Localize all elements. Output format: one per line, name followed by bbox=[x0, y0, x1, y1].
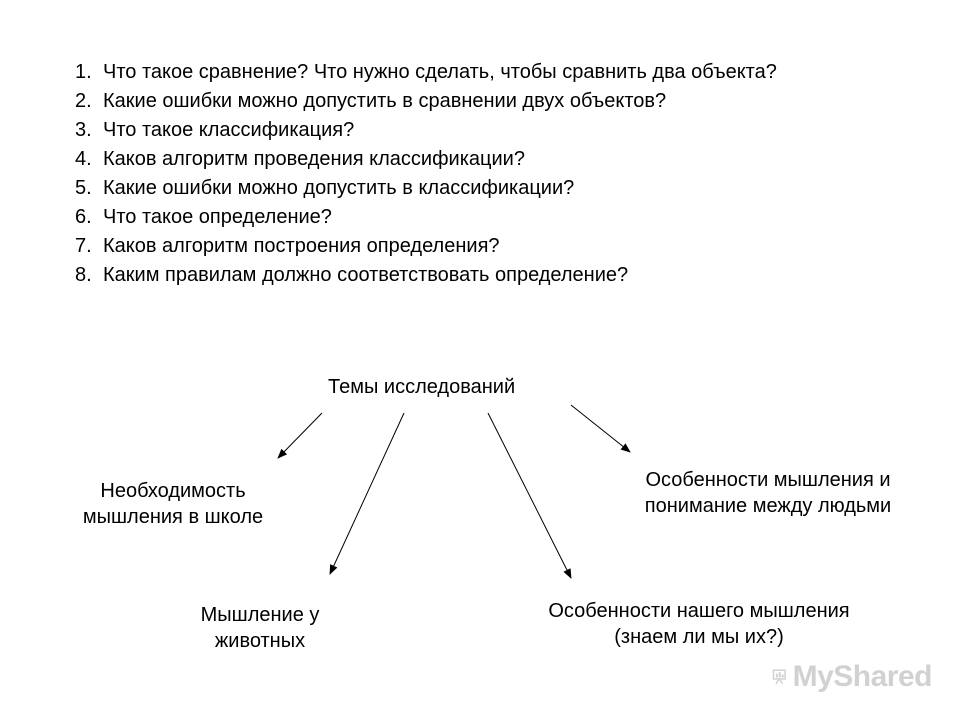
question-text: Что такое классификация? bbox=[103, 119, 355, 141]
watermark-logo bbox=[772, 655, 932, 699]
question-text: Каким правилам должно соответствовать определение? bbox=[103, 264, 629, 286]
question-number: 8. bbox=[75, 264, 92, 286]
branch-school-line1: Необходимость bbox=[100, 480, 246, 502]
branch-our-thinking-line2: (знаем ли мы их?) bbox=[614, 626, 784, 648]
branch-animals-line1: Мышление у bbox=[200, 604, 320, 626]
branch-our-thinking bbox=[514, 598, 884, 650]
question-number: 3. bbox=[75, 119, 92, 141]
arrow-to-understanding bbox=[571, 405, 630, 452]
question-number: 6. bbox=[75, 206, 92, 228]
branch-school-line2: мышления в школе bbox=[82, 506, 264, 528]
diagram-root bbox=[328, 374, 515, 400]
question-text: Каков алгоритм построения определения? bbox=[103, 235, 500, 257]
question-text: Какие ошибки можно допустить в сравнении двух объектов? bbox=[103, 90, 667, 112]
question-number: 2. bbox=[75, 90, 92, 112]
branch-school bbox=[58, 478, 288, 530]
presentation-icon bbox=[772, 661, 787, 693]
question-text: Что такое сравнение? Что нужно сделать, чтобы сравнить два объекта? bbox=[103, 61, 777, 83]
question-number: 7. bbox=[75, 235, 92, 257]
branch-understanding bbox=[608, 467, 928, 519]
branch-animals bbox=[165, 602, 355, 654]
branch-understanding-line1: Особенности мышления и bbox=[645, 469, 891, 491]
question-number: 4. bbox=[75, 148, 92, 170]
diagram-root-label: Темы исследований bbox=[328, 376, 516, 398]
arrow-to-school bbox=[278, 413, 322, 458]
branch-our-thinking-line1: Особенности нашего мышления bbox=[548, 600, 850, 622]
watermark-text: MyShared bbox=[792, 660, 932, 693]
question-text: Каков алгоритм проведения классификации? bbox=[103, 148, 525, 170]
arrow-to-our-thinking bbox=[488, 413, 571, 578]
question-text: Что такое определение? bbox=[103, 206, 332, 228]
branch-animals-line2: животных bbox=[214, 630, 306, 652]
branch-understanding-line2: понимание между людьми bbox=[644, 495, 892, 517]
question-number: 1. bbox=[75, 61, 92, 83]
question-text: Какие ошибки можно допустить в классификации? bbox=[103, 177, 575, 199]
arrow-to-animals bbox=[330, 413, 404, 574]
question-number: 5. bbox=[75, 177, 92, 199]
